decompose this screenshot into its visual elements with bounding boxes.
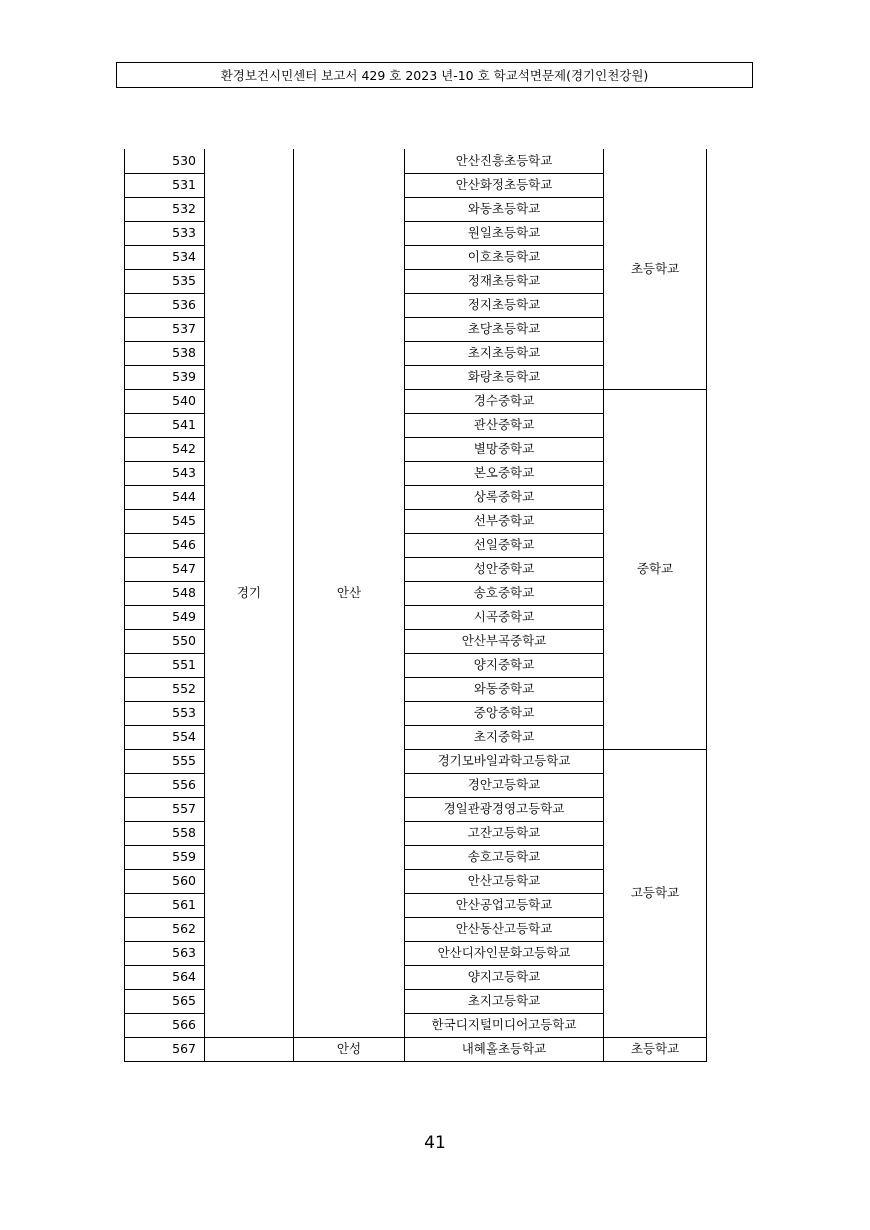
school-name-cell: 안산진흥초등학교: [405, 149, 604, 173]
row-number-cell: 533: [125, 221, 205, 245]
school-name-cell: 경일관광경영고등학교: [405, 797, 604, 821]
row-number-cell: 542: [125, 437, 205, 461]
page-number: 41: [424, 1133, 446, 1153]
school-name-cell: 상록중학교: [405, 485, 604, 509]
school-name-cell: 한국디지털미디어고등학교: [405, 1013, 604, 1037]
region-cell: 경기: [205, 149, 294, 1037]
school-name-cell: 초당초등학교: [405, 317, 604, 341]
row-number-cell: 564: [125, 965, 205, 989]
school-name-cell: 송호고등학교: [405, 845, 604, 869]
city-cell: 안산: [294, 149, 405, 1037]
report-header: [116, 62, 753, 88]
school-name-cell: 별망중학교: [405, 437, 604, 461]
school-name-cell: 초지초등학교: [405, 341, 604, 365]
row-number-cell: 554: [125, 725, 205, 749]
school-name-cell: 화랑초등학교: [405, 365, 604, 389]
row-number-cell: 534: [125, 245, 205, 269]
school-type-cell: 고등학교: [604, 749, 707, 1037]
row-number-cell: 532: [125, 197, 205, 221]
row-number-cell: 546: [125, 533, 205, 557]
school-name-cell: 안산디자인문화고등학교: [405, 941, 604, 965]
school-name-cell: 시곡중학교: [405, 605, 604, 629]
school-name-cell: 안산동산고등학교: [405, 917, 604, 941]
row-number-cell: 538: [125, 341, 205, 365]
row-number-cell: 553: [125, 701, 205, 725]
school-name-cell: 경수중학교: [405, 389, 604, 413]
row-number-cell: 536: [125, 293, 205, 317]
school-type-cell: 초등학교: [604, 149, 707, 389]
row-number-cell: 537: [125, 317, 205, 341]
table-body: [125, 149, 707, 1061]
row-number-cell: 547: [125, 557, 205, 581]
row-number-cell: 545: [125, 509, 205, 533]
school-name-cell: 와동초등학교: [405, 197, 604, 221]
row-number-cell: 558: [125, 821, 205, 845]
school-name-cell: 양지중학교: [405, 653, 604, 677]
school-name-cell: 초지중학교: [405, 725, 604, 749]
row-number-cell: 550: [125, 629, 205, 653]
row-number-cell: 541: [125, 413, 205, 437]
school-name-cell: 안산부곡중학교: [405, 629, 604, 653]
row-number-cell: 540: [125, 389, 205, 413]
row-number-cell: 549: [125, 605, 205, 629]
row-number-cell: 557: [125, 797, 205, 821]
school-name-cell: 성안중학교: [405, 557, 604, 581]
school-type-cell: 중학교: [604, 389, 707, 749]
school-name-cell: 초지고등학교: [405, 989, 604, 1013]
row-number-cell: 548: [125, 581, 205, 605]
school-type-cell: 초등학교: [604, 1037, 707, 1061]
table-row: [125, 149, 707, 173]
school-name-cell: 안산화정초등학교: [405, 173, 604, 197]
row-number-cell: 539: [125, 365, 205, 389]
school-name-cell: 양지고등학교: [405, 965, 604, 989]
row-number-cell: 562: [125, 917, 205, 941]
school-name-cell: 중앙중학교: [405, 701, 604, 725]
school-name-cell: 경안고등학교: [405, 773, 604, 797]
school-name-cell: 이호초등학교: [405, 245, 604, 269]
school-name-cell: 경기모바일과학고등학교: [405, 749, 604, 773]
row-number-cell: 535: [125, 269, 205, 293]
row-number-cell: 561: [125, 893, 205, 917]
row-number-cell: 544: [125, 485, 205, 509]
school-name-cell: 안산고등학교: [405, 869, 604, 893]
table-row: [125, 1037, 707, 1061]
school-name-cell: 내혜홀초등학교: [405, 1037, 604, 1061]
row-number-cell: 559: [125, 845, 205, 869]
school-name-cell: 정지초등학교: [405, 293, 604, 317]
report-header-title: 환경보건시민센터 보고서 429 호 2023 년-10 호 학교석면문제(경기인천강원): [220, 68, 649, 83]
school-name-cell: 관산중학교: [405, 413, 604, 437]
school-name-cell: 고잔고등학교: [405, 821, 604, 845]
school-name-cell: 정재초등학교: [405, 269, 604, 293]
row-number-cell: 567: [125, 1037, 205, 1061]
row-number-cell: 530: [125, 149, 205, 173]
row-number-cell: 560: [125, 869, 205, 893]
school-name-cell: 선일중학교: [405, 533, 604, 557]
row-number-cell: 556: [125, 773, 205, 797]
row-number-cell: 531: [125, 173, 205, 197]
school-name-cell: 와동중학교: [405, 677, 604, 701]
school-name-cell: 안산공업고등학교: [405, 893, 604, 917]
row-number-cell: 566: [125, 1013, 205, 1037]
row-number-cell: 555: [125, 749, 205, 773]
school-name-cell: 원일초등학교: [405, 221, 604, 245]
row-number-cell: 563: [125, 941, 205, 965]
region-cell-empty: [205, 1037, 294, 1061]
school-name-cell: 선부중학교: [405, 509, 604, 533]
row-number-cell: 551: [125, 653, 205, 677]
school-name-cell: 본오중학교: [405, 461, 604, 485]
row-number-cell: 552: [125, 677, 205, 701]
school-asbestos-table: [124, 149, 707, 1062]
row-number-cell: 565: [125, 989, 205, 1013]
school-name-cell: 송호중학교: [405, 581, 604, 605]
city-cell: 안성: [294, 1037, 405, 1061]
row-number-cell: 543: [125, 461, 205, 485]
